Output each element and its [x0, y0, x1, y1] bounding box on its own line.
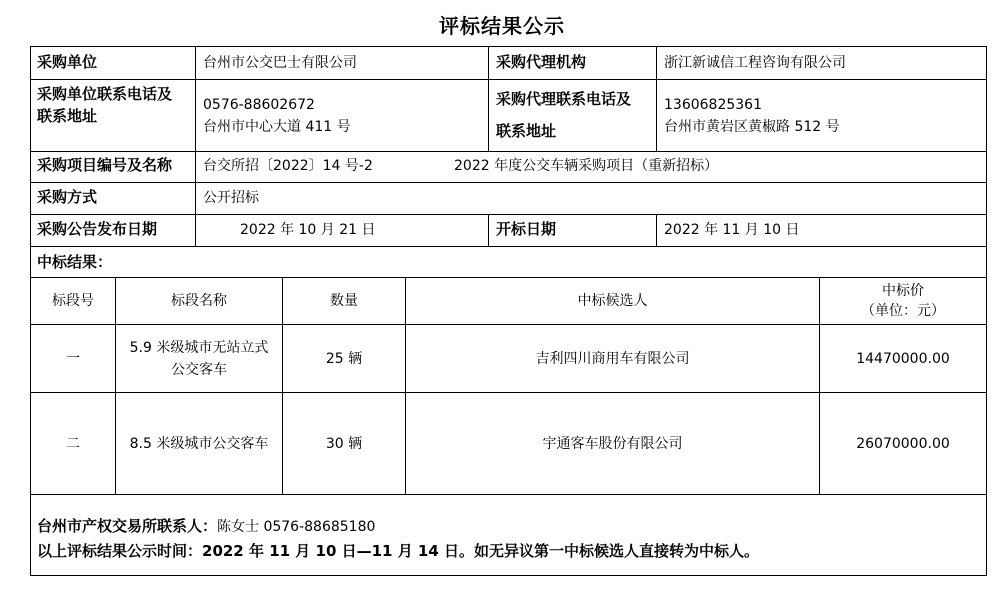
table-row-1-price: 14470000.00	[856, 350, 950, 367]
exchange-contact	[37, 516, 375, 537]
table-row-1-lot-name: 5.9 米级城市无站立式公交客车	[129, 339, 269, 378]
publicity-notice: 以上评标结果公示时间：2022 年 11 月 10 日—11 月 14 日。如无异议第一中标候选人直接转为中标人。	[37, 542, 760, 560]
table-row-1-winner: 吉利四川商用车有限公司	[535, 350, 690, 367]
buyer-value: 台州市公交巴士有限公司	[203, 55, 357, 71]
agency-contact-label	[496, 83, 631, 147]
buyer-contact-label	[37, 83, 172, 127]
agency-contact-value	[664, 94, 840, 138]
agency-contact-label-line2: 联系地址	[496, 122, 557, 140]
table-row-2-lot-name: 8.5 米级城市公交客车	[129, 435, 269, 452]
table-row-1-quantity: 25 辆	[325, 350, 363, 367]
table-row-2-quantity: 30 辆	[325, 435, 363, 452]
agency-contact-label-line1: 采购代理联系电话及	[496, 90, 632, 108]
announce-date-label: 采购公告发布日期	[37, 220, 158, 238]
header-lot-name: 标段名称	[171, 293, 227, 309]
buyer-contact-value	[203, 94, 351, 138]
buyer-contact-label-line2: 联系地址	[37, 107, 98, 125]
open-date-value: 2022 年 11 月 10 日	[664, 222, 800, 238]
method-value: 公开招标	[203, 190, 259, 206]
header-price	[820, 278, 986, 324]
header-price-line1: 中标价	[882, 283, 924, 299]
table-row-2-price: 26070000.00	[856, 435, 950, 452]
header-price-line2: （单位：元）	[861, 303, 945, 319]
agency-label: 采购代理机构	[496, 53, 587, 71]
announcement-table	[30, 46, 987, 576]
buyer-phone: 0576-88602672	[203, 97, 315, 113]
table-row-2-winner: 宇通客车股份有限公司	[542, 435, 683, 452]
project-name: 2022 年度公交车辆采购项目（重新招标）	[454, 158, 719, 174]
project-code: 台交所招〔2022〕14 号-2	[203, 158, 373, 174]
project-label: 采购项目编号及名称	[37, 156, 173, 174]
buyer-contact-label-line1: 采购单位联系电话及	[37, 85, 173, 103]
page-title: 评标结果公示	[439, 14, 565, 38]
buyer-address: 台州市中心大道 411 号	[203, 119, 351, 135]
exchange-contact-value: 陈女士 0576-88685180	[217, 519, 376, 535]
buyer-label: 采购单位	[37, 53, 98, 71]
header-quantity: 数量	[330, 293, 358, 309]
agency-value: 浙江新诚信工程咨询有限公司	[664, 55, 846, 71]
agency-phone: 13606825361	[664, 97, 762, 113]
exchange-contact-label: 台州市产权交易所联系人：	[37, 517, 218, 535]
result-label: 中标结果：	[37, 253, 113, 271]
header-lot-no: 标段号	[52, 293, 94, 309]
open-date-label: 开标日期	[496, 220, 557, 238]
header-winner: 中标候选人	[577, 293, 648, 309]
announce-date-value: 2022 年 10 月 21 日	[240, 222, 376, 238]
method-label: 采购方式	[37, 188, 98, 206]
table-row-2-lot-no: 二	[66, 435, 80, 452]
table-row-1-lot-no: 一	[66, 350, 80, 367]
agency-address: 台州市黄岩区黄椒路 512 号	[664, 119, 840, 135]
